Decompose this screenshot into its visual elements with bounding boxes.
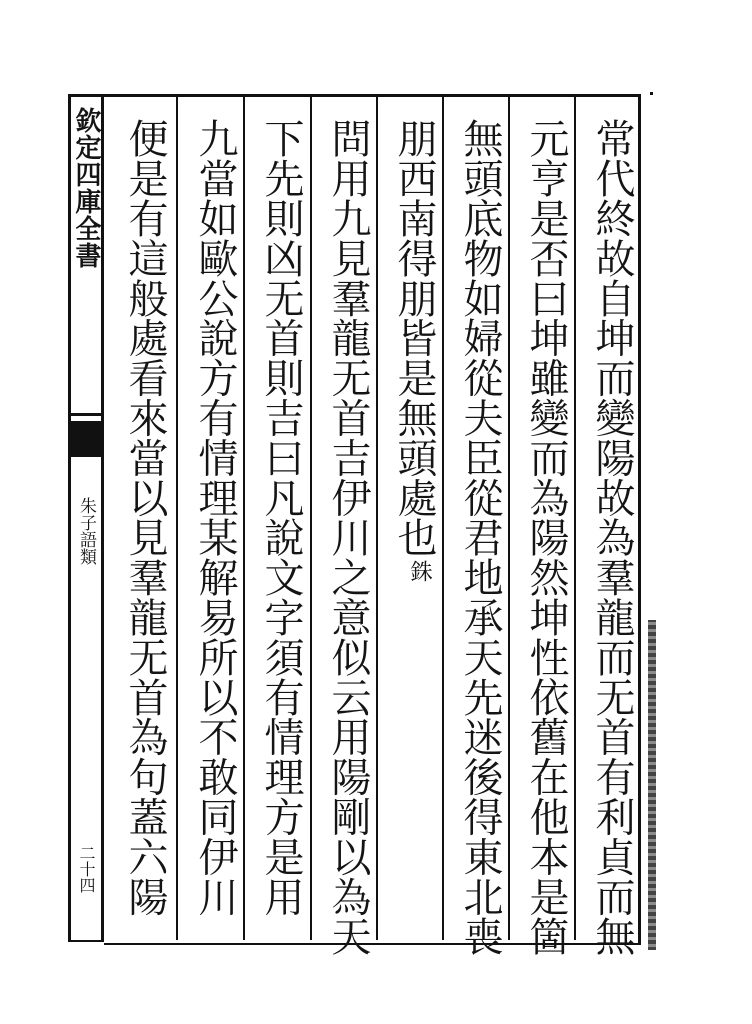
scan-edge-artifact [648, 620, 656, 950]
attribution-note: 銖 [407, 560, 432, 582]
page-number: 二十四 [77, 845, 96, 893]
text-column-3: 無頭底物如婦從夫臣從君地承天先迷後得東北喪 [457, 118, 503, 956]
column-divider [176, 97, 178, 940]
column-divider [310, 97, 312, 940]
text-column-7: 九當如歐公說方有情理某解易所以不敢同伊川 [192, 118, 238, 917]
collection-title: 欽定四庫全書 [71, 107, 101, 269]
text-column-4: 朋西南得朋皆是無頭處也 [391, 118, 437, 557]
book-title: 朱子語類 [76, 497, 96, 565]
page-margin-strip [68, 94, 104, 942]
text-column-1: 常代終故自坤而變陽故為羣龍而无首有利貞而無 [589, 118, 635, 956]
text-column-2: 元亨是否曰坤雖變而為陽然坤性依舊在他本是箇 [523, 118, 569, 956]
fishtail-mark [71, 421, 101, 457]
text-column-5: 問用九見羣龍无首吉伊川之意似云用陽剛以為天 [325, 118, 371, 956]
scan-dot-artifact [650, 92, 653, 95]
text-column-6: 下先則凶无首則吉曰凡說文字須有情理方是用 [258, 118, 304, 917]
fishtail-rule [71, 413, 101, 416]
text-column-8: 便是有這般處看來當以見羣龍无首為句蓋六陽 [122, 118, 168, 917]
